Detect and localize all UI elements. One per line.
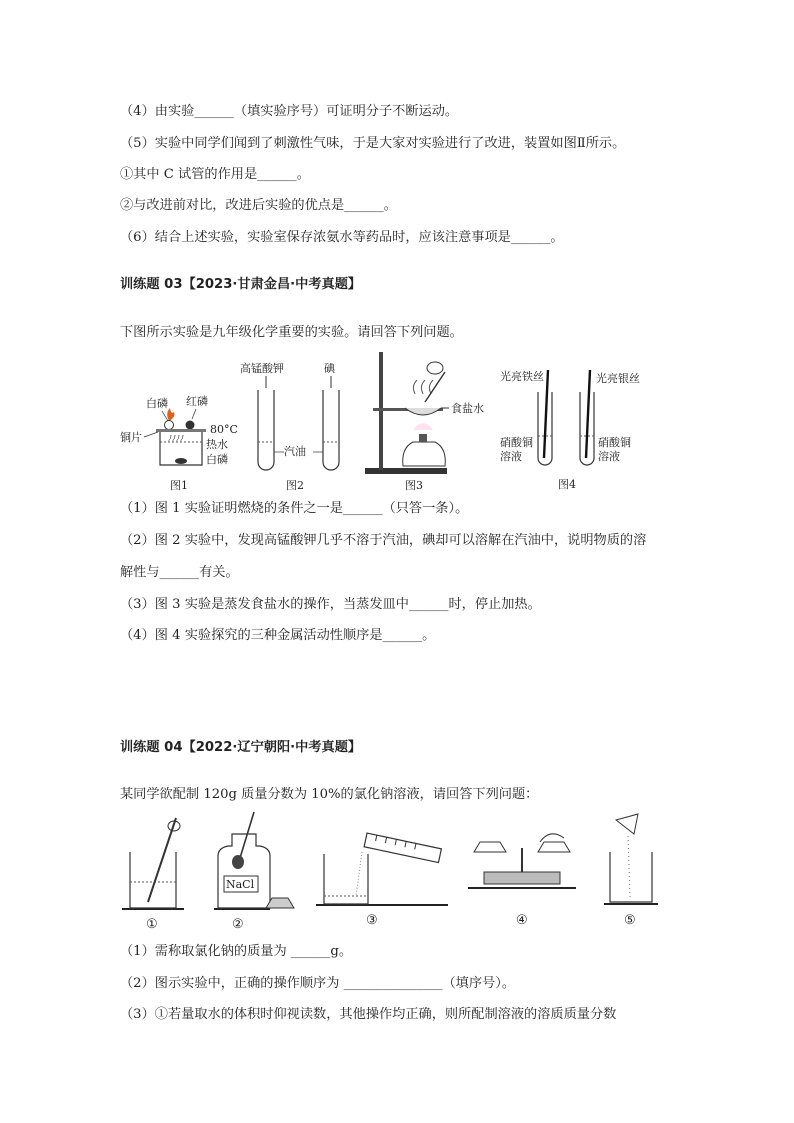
beaker — [130, 852, 176, 908]
white-phosphorus-bottom-label: 白磷 — [206, 453, 228, 466]
steam-marks: ﾉﾉﾉﾉ — [168, 434, 184, 443]
weighing-paper — [540, 834, 564, 842]
figure-4-metal-activity — [498, 362, 648, 494]
left-pan — [474, 842, 506, 852]
figure-4-caption: 图4 — [558, 478, 576, 491]
salt-water-label: 食盐水 — [451, 402, 484, 415]
spoon — [240, 812, 254, 858]
pointer-line — [192, 409, 196, 419]
silver-wire-label: 光亮银丝 — [596, 372, 640, 385]
figure-solution-preparation — [118, 812, 678, 934]
pointer-line — [144, 432, 158, 437]
exercise-03-title: 训练题 03【2023·甘肃金昌·中考真题】 — [120, 277, 362, 292]
copper-sheet-label: 铜片 — [120, 431, 142, 444]
test-tube — [258, 390, 274, 470]
iron-stand-base — [365, 468, 447, 474]
iodine-label: 碘 — [324, 362, 335, 375]
question-5-line: （5）实验中同学们闻到了刺激性气味，于是大家对实验进行了改进，装置如图Ⅱ所示。 — [120, 136, 626, 151]
exercise-03-q2-part2: 解性与______有关。 — [120, 565, 239, 580]
figure-2-solubility — [238, 358, 358, 494]
iron-wire-label: 光亮铁丝 — [500, 370, 544, 383]
exercise-04-q2: （2）图示实验中，正确的操作顺序为 _______________（填序号）。 — [120, 976, 516, 991]
exercise-03-intro: 下图所示实验是九年级化学重要的实验。请回答下列问题。 — [120, 325, 463, 340]
lamp-wick — [419, 434, 427, 442]
kmno4-label: 高锰酸钾 — [240, 362, 284, 375]
solution-2-label-a: 硝酸铜 — [598, 436, 631, 449]
figure-2-caption: 图2 — [286, 479, 304, 492]
glass-rod — [425, 372, 445, 402]
figure-1-caption: 图1 — [170, 479, 188, 492]
alcohol-lamp — [403, 442, 446, 466]
graduated-cylinder — [364, 833, 441, 862]
exercise-03-q1: （1）图 1 实验证明燃烧的条件之一是______（只答一条）。 — [120, 501, 469, 516]
exercise-04-title: 训练题 04【2022·辽宁朝阳·中考真题】 — [120, 740, 362, 755]
evaporating-dish — [405, 408, 441, 415]
test-tube — [323, 390, 339, 470]
gasoline-label: 汽油 — [284, 445, 306, 458]
exercise-04-q1: （1）需称取氯化钠的质量为 ______g。 — [120, 944, 353, 959]
step-5-number: ⑤ — [624, 913, 636, 928]
right-pan — [538, 842, 570, 852]
iron-wire — [544, 370, 548, 458]
weighing-paper — [616, 814, 638, 834]
flame-icon — [167, 408, 174, 421]
step-4-number: ④ — [516, 913, 528, 928]
temperature-label: 80°C — [210, 423, 238, 436]
silver-wire — [586, 370, 590, 458]
step-3-number: ③ — [366, 913, 378, 928]
red-phosphorus — [186, 421, 195, 430]
exercise-03-q2-part1: （2）图 2 实验中，发现高锰酸钾几乎不溶于汽油，碘却可以溶解在汽油中，说明物质的溶 — [120, 533, 647, 548]
red-phosphorus-label: 红磷 — [186, 395, 208, 408]
solution-1-label-b: 溶液 — [500, 450, 522, 463]
rotation-mark — [427, 362, 443, 374]
question-5-sub2-line: ②与改进前对比，改进后实验的优点是______。 — [120, 198, 397, 213]
beaker — [610, 852, 652, 902]
solution-2-label-b: 溶液 — [598, 450, 620, 463]
exercise-03-q4: （4）图 4 实验探究的三种金属活动性顺序是______。 — [120, 628, 436, 643]
solution-1-label-a: 硝酸铜 — [500, 436, 533, 449]
question-4-line: （4）由实验______（填实验序号）可证明分子不断运动。 — [120, 104, 459, 119]
white-phosphorus-label: 白磷 — [146, 397, 168, 410]
salt-stream — [628, 836, 630, 898]
hot-water-label: 热水 — [206, 438, 228, 451]
question-5-sub1-line: ①其中 C 试管的作用是______。 — [120, 167, 310, 182]
exercise-04-q3: （3）①若量取水的体积时仰视读数，其他操作均正确，则所配制溶液的溶质质量分数 — [120, 1007, 617, 1022]
step-1-number: ① — [146, 917, 158, 932]
figure-3-caption: 图3 — [405, 479, 423, 492]
balance-body — [484, 872, 560, 884]
question-6-line: （6）结合上述实验，实验室保存浓氨水等药品时，应该注意事项是______。 — [120, 230, 564, 245]
exercise-03-q3: （3）图 3 实验是蒸发食盐水的操作，当蒸发皿中______时，停止加热。 — [120, 597, 541, 612]
exercise-04-intro: 某同学欲配制 120g 质量分数为 10%的氯化钠溶液，请回答下列问题： — [120, 787, 539, 802]
spoon-head — [232, 855, 244, 869]
copper-sheet — [156, 429, 206, 432]
flame-icon — [413, 423, 433, 430]
white-phosphorus — [165, 421, 174, 430]
nacl-label: NaCl — [226, 878, 255, 891]
water-stream — [356, 852, 362, 896]
step-2-number: ② — [232, 917, 244, 932]
figure-1-combustion — [110, 385, 250, 495]
steam-icon — [413, 380, 433, 394]
pointer-line — [162, 411, 168, 421]
white-phosphorus-underwater — [175, 458, 187, 464]
figure-3-evaporation — [365, 350, 495, 494]
